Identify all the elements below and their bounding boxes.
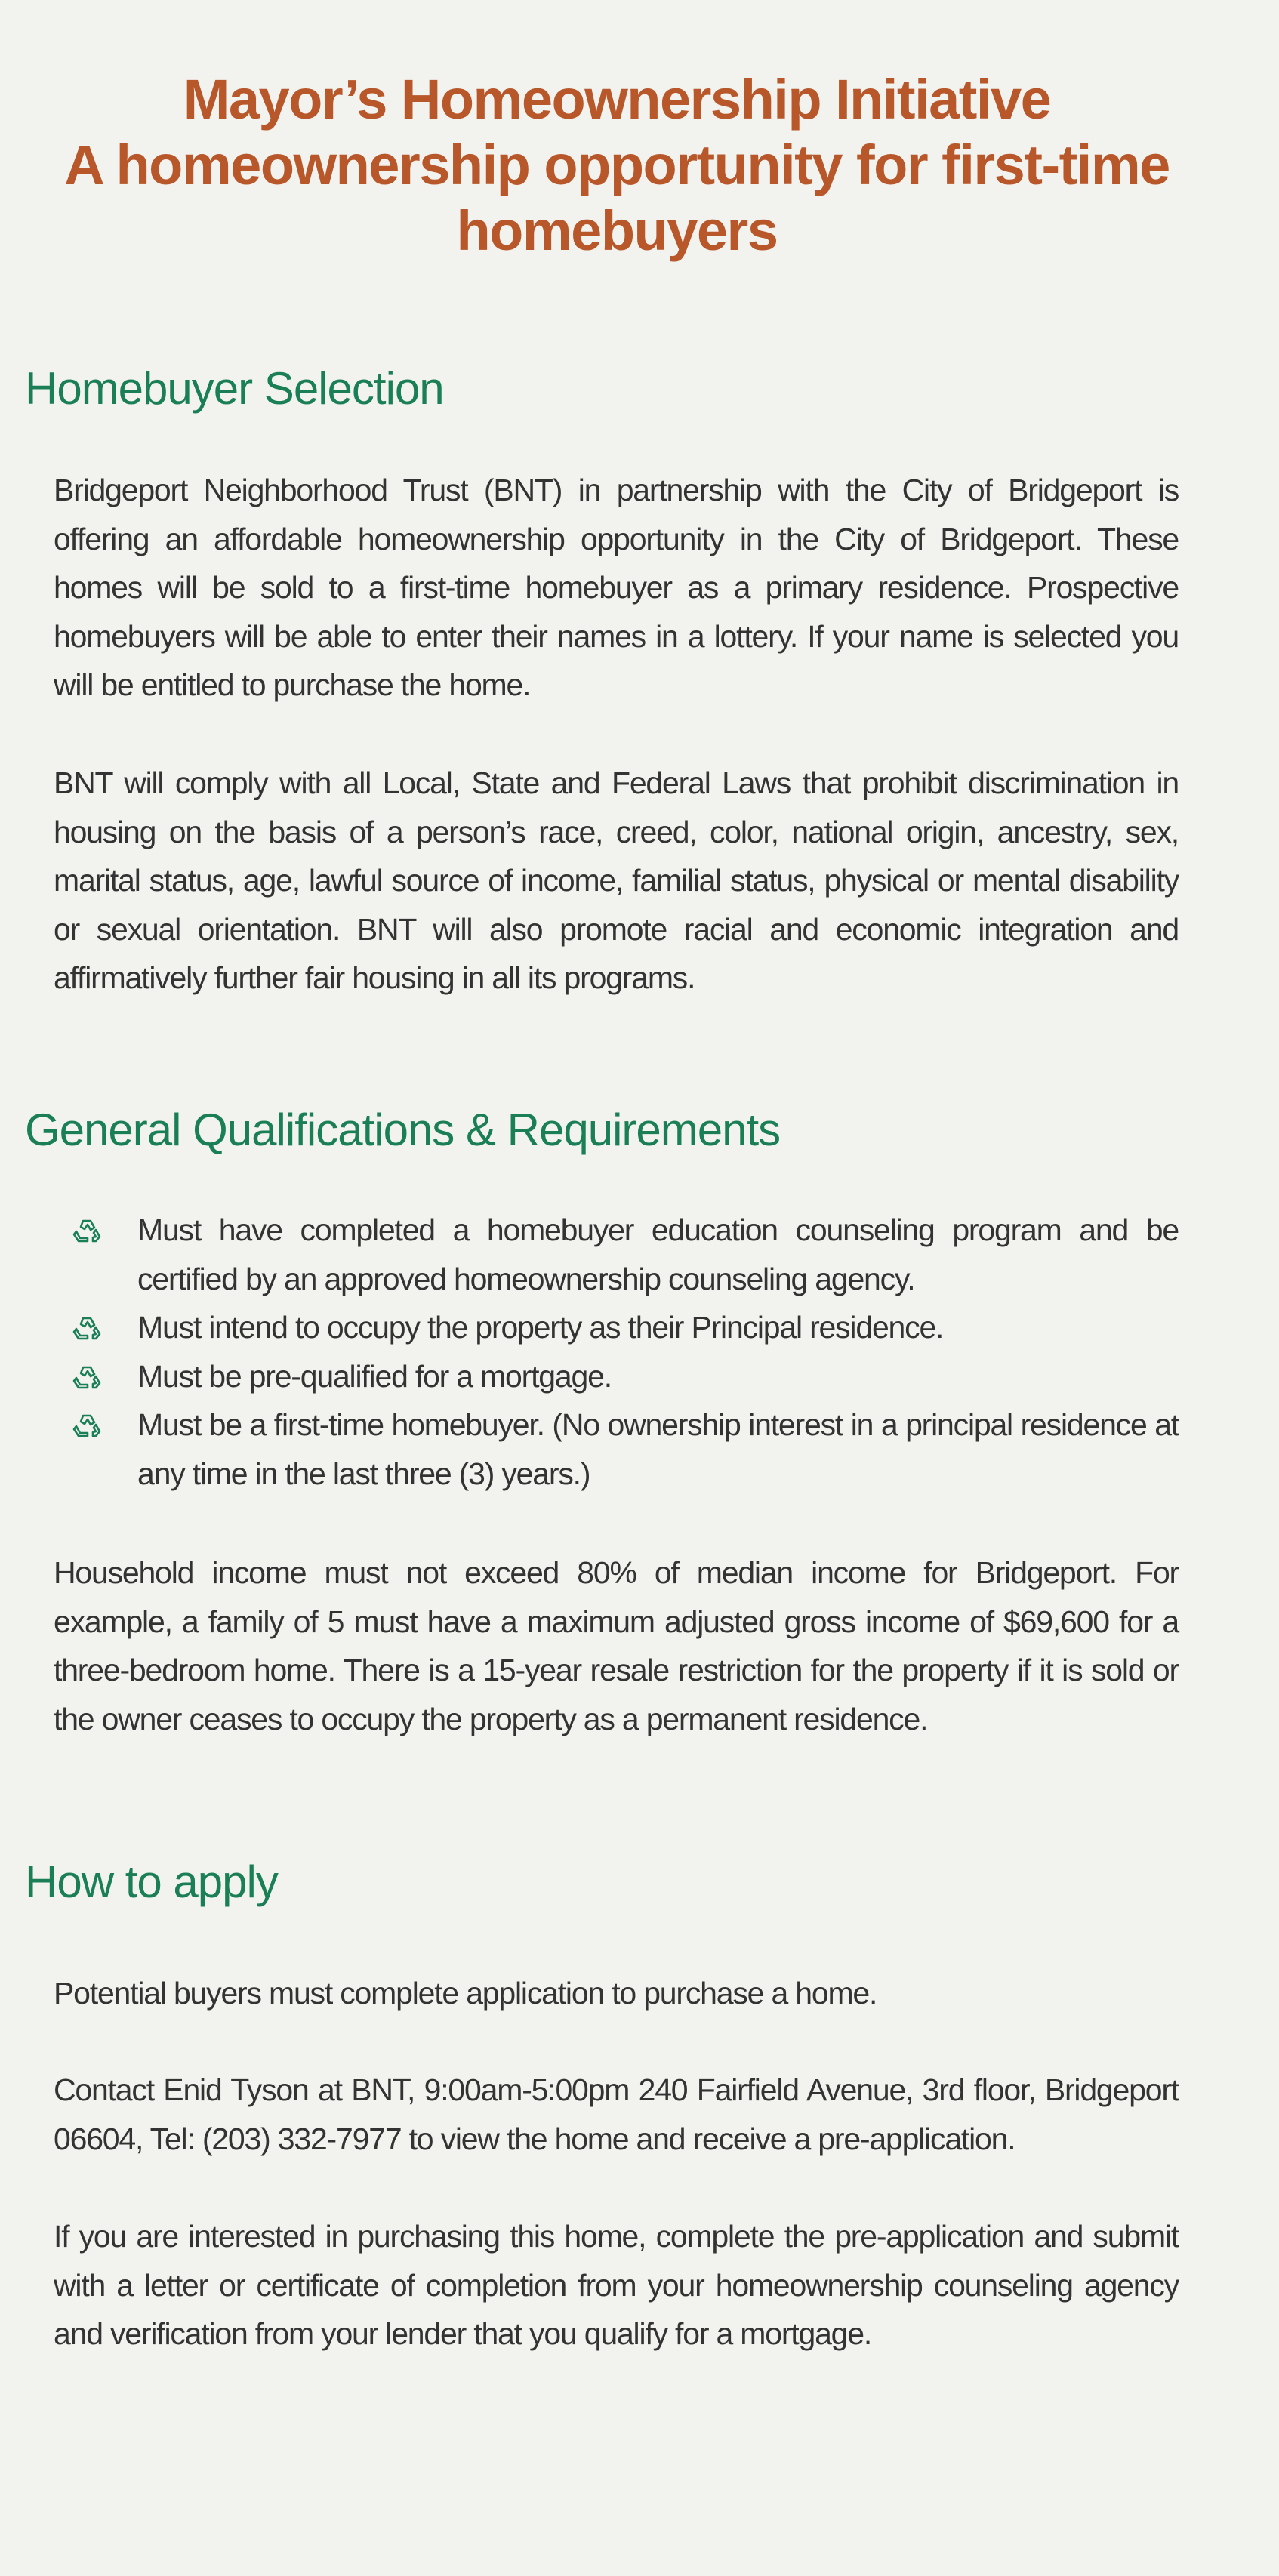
apply-paragraph-2: Contact Enid Tyson at BNT, 9:00am-5:00pm 240 Fairfield Avenue, 3rd floor, Bridgeport 06604, Tel: (203) 332-7977 to view the home and receive a pre-application. (54, 2072, 1179, 2156)
recycle-icon (72, 1364, 103, 1390)
income-paragraph: Household income must not exceed 80% of median income for Bridgeport. For example, a family of 5 must have a maximum adjusted gross income of $69,600 for a three-bedroom home. There is a 15-year resale restriction for the property if it is sold or the owner ceases to occupy the property as a permanent residence. (54, 1555, 1179, 1736)
list-item (54, 1206, 1179, 1303)
recycle-icon (72, 1315, 103, 1341)
apply-paragraph-1: Potential buyers must complete application to purchase a home. (54, 1976, 877, 2011)
list-item (54, 1352, 1179, 1401)
list-item (54, 1400, 1179, 1498)
title-line-3: homebuyers (456, 199, 778, 262)
section-heading-homebuyer-selection: Homebuyer Selection (25, 363, 444, 414)
section-heading-how-to-apply: How to apply (25, 1857, 278, 1907)
list-item (54, 1303, 1179, 1352)
recycle-icon (72, 1218, 103, 1243)
apply-paragraph-3: If you are interested in purchasing this home, complete the pre-application and submit with a letter or certificate of completion from your homeownership counseling agency and verification from your lender that you qualify for a mortgage. (54, 2219, 1179, 2351)
qualifications-list (54, 1206, 1179, 1498)
page-title (0, 66, 1234, 263)
qualification-text-3: Must be pre-qualified for a mortgage. (137, 1358, 612, 1394)
qualification-text-4: Must be a first-time homebuyer. (No ownership interest in a principal residence at any time in the last three (3) years.) (137, 1407, 1179, 1491)
selection-paragraph-2: BNT will comply with all Local, State and Federal Laws that prohibit discrimination in housing on the basis of a person’s race, creed, color, national origin, ancestry, sex, marital status, age, lawful source of income, familial status, physical or mental disability or sexual orientation. BNT will also promote racial and economic integration and affirmatively further fair housing in all its programs. (54, 766, 1179, 995)
title-line-2: A homeownership opportunity for first-time (64, 134, 1170, 196)
section-heading-qualifications: General Qualifications & Requirements (25, 1105, 781, 1155)
recycle-icon (72, 1413, 103, 1438)
selection-paragraph-1: Bridgeport Neighborhood Trust (BNT) in partnership with the City of Bridgeport is offering an affordable homeownership opportunity in the City of Bridgeport. These homes will be sold to a first-time homebuyer as a primary residence. Prospective homebuyers will be able to enter their names in a lottery. If your name is selected you will be entitled to purchase the home. (54, 473, 1179, 702)
qualification-text-1: Must have completed a homebuyer education counseling program and be certified by an approved homeownership counseling agency. (137, 1213, 1179, 1296)
qualification-text-2: Must intend to occupy the property as their Principal residence. (137, 1310, 944, 1345)
title-line-1: Mayor’s Homeownership Initiative (183, 68, 1051, 131)
